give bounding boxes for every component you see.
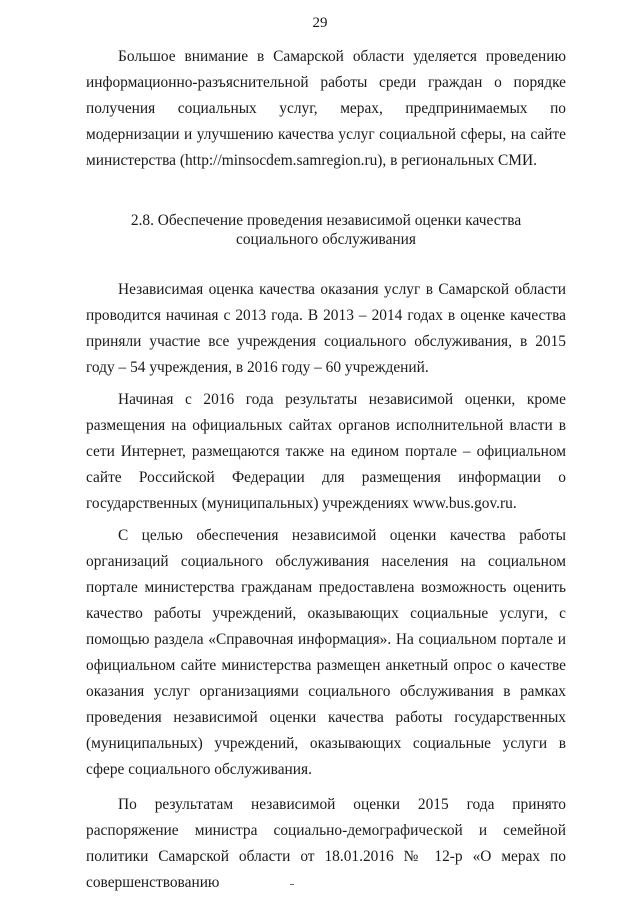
paragraph-independent-assessment: Независимая оценка качества оказания услуг в Самарской области проводится начиная с 2013 года. В 2013 – 2014 годах в оценке качества приняли участие все учреждения социального обслуживания, в 2015 году – 54 учреждения, в 2016 году – 60 учреждений. [86,281,566,376]
paragraph-social-portal: С целью обеспечения независимой оценки качества работы организаций социального обслуживания населения на социальном портале министерства гражданам предоставлена возможность оценить качество работы учреждений, оказывающих социальные услуги, с помощью раздела «Справочная информация». На социальном портале и официальном сайте министерства размещен анкетный опрос о качестве оказания услуг организациями социального обслуживания в рамках проведения независимой оценки качества работы государственных (муниципальных) учреждений, оказывающих социальные услуги в сфере социального обслуживания. [86,527,566,778]
spacer [86,249,566,277]
section-heading [86,211,566,249]
paragraph-results-publication: Начиная с 2016 года результаты независимой оценки, кроме размещения на официальных сайтах органов исполнительной власти в сети Интернет, размещаются также на едином портале – официальном сайте Российской Федерации для размещения информации о государственных (муниципальных) учреждениях www.bus.gov.ru. [86,391,566,512]
page-number: 29 [312,15,328,31]
paragraph-ministerial-order: По результатам независимой оценки 2015 года принято распоряжение министра социально-демографической и семейной политики Самарской области от 18.01.2016 № 12-р «О мерах по совершенствованию [86,796,566,891]
scan-mark [290,884,294,885]
spacer [86,783,566,792]
document-body [86,44,566,896]
section-heading-line-2: социального обслуживания [236,231,416,248]
section-heading-line-1: 2.8. Обеспечение проведения независимой оценки качества [130,212,522,229]
paragraph-information-work: Большое внимание в Самарской области уделяется проведению информационно-разъяснительной работы среди граждан о порядке получения социальных услуг, мерах, предпринимаемых по модернизации и улучшению качества услуг социальной сферы, на сайте министерства (http://minsocdem.samregion.ru), в региональных СМИ. [86,48,566,169]
spacer [86,174,566,211]
